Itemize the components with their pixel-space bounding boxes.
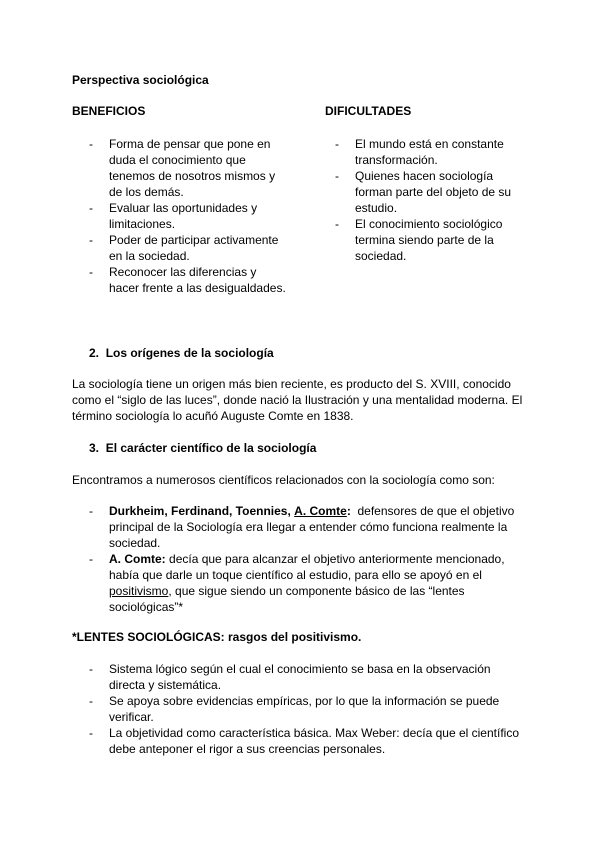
list-item: - Poder de participar activamente en la sociedad. [89, 233, 279, 263]
list-item: - Se apoya sobre evidencias empíricas, por lo que la información se puede verificar. [89, 694, 500, 724]
item-text-after: , que sigue siendo un componente básico de las “lentes sociológicas”* [109, 584, 465, 614]
section-3-heading [89, 440, 316, 456]
bullet-dash: - [335, 217, 339, 231]
bullet-dash: - [89, 694, 93, 708]
list-item: - El conocimiento sociológico termina siendo parte de la sociedad. [335, 217, 503, 263]
page-title: Perspectiva sociológica [72, 73, 209, 87]
item-text: defensores de que el objetivo principal de la Sociología era llegar a entender cómo funciona realmente la sociedad. [109, 504, 515, 550]
list-item: - Evaluar las oportunidades y limitaciones. [89, 201, 258, 231]
beneficios-list [89, 136, 289, 296]
bullet-dash: - [89, 504, 93, 518]
bullet-dash: - [89, 552, 93, 566]
list-item: - El mundo está en constante transformación. [335, 137, 504, 167]
section-number: 2. [89, 346, 100, 360]
colon: : [346, 504, 351, 518]
bullet-dash: - [335, 169, 339, 183]
section-2-heading [89, 345, 274, 361]
scientists-list [89, 503, 529, 615]
section-number: 3. [89, 441, 100, 455]
lentes-heading: *LENTES SOCIOLÓGICAS: rasgos del positivismo. [72, 630, 362, 644]
list-item: - Quienes hacen sociología forman parte del objeto de su estudio. [335, 169, 512, 215]
lentes-list [89, 661, 529, 757]
section-title: El carácter científico de la sociología [105, 441, 317, 455]
dificultades-heading: DIFICULTADES [325, 104, 412, 118]
comte-label: A. Comte: [109, 552, 166, 566]
comte-name: A. Comte [294, 504, 347, 518]
item-text: decía que para alcanzar el objetivo anteriormente mencionado, había que darle un toque científico al estudio, para ello se apoyó en el [109, 552, 505, 582]
bullet-dash: - [89, 265, 93, 279]
list-item: - Forma de pensar que pone en duda el conocimiento que tenemos de nosotros mismos y de los demás. [89, 137, 276, 199]
bullet-dash: - [89, 137, 93, 151]
section-title: Los orígenes de la sociología [105, 346, 274, 360]
section-2-paragraph: La sociología tiene un origen más bien reciente, es producto del S. XVIII, conocido como el “siglo de las luces”, donde nació la Ilustración y una mentalidad moderna. El término sociología lo acuñó Auguste Comte en 1838. [72, 377, 523, 423]
list-item [89, 503, 529, 551]
bullet-dash: - [89, 726, 93, 740]
positivismo-term: positivismo [109, 584, 169, 598]
scientist-names: Durkheim, Ferdinand, Toennies, [109, 504, 291, 518]
list-item: - Sistema lógico según el cual el conocimiento se basa en la observación directa y sistemática. [89, 662, 491, 692]
bullet-dash: - [89, 201, 93, 215]
bullet-dash: - [89, 233, 93, 247]
section-3-intro: Encontramos a numerosos científicos relacionados con la sociología como son: [72, 473, 495, 487]
list-item [89, 551, 529, 615]
list-item: - Reconocer las diferencias y hacer frente a las desigualdades. [89, 265, 286, 295]
list-item: - La objetividad como característica básica. Max Weber: decía que el científico debe anteponer el rigor a sus creencias personales. [89, 726, 519, 756]
bullet-dash: - [335, 137, 339, 151]
dificultades-list [335, 136, 525, 264]
bullet-dash: - [89, 662, 93, 676]
beneficios-heading: BENEFICIOS [72, 104, 146, 118]
